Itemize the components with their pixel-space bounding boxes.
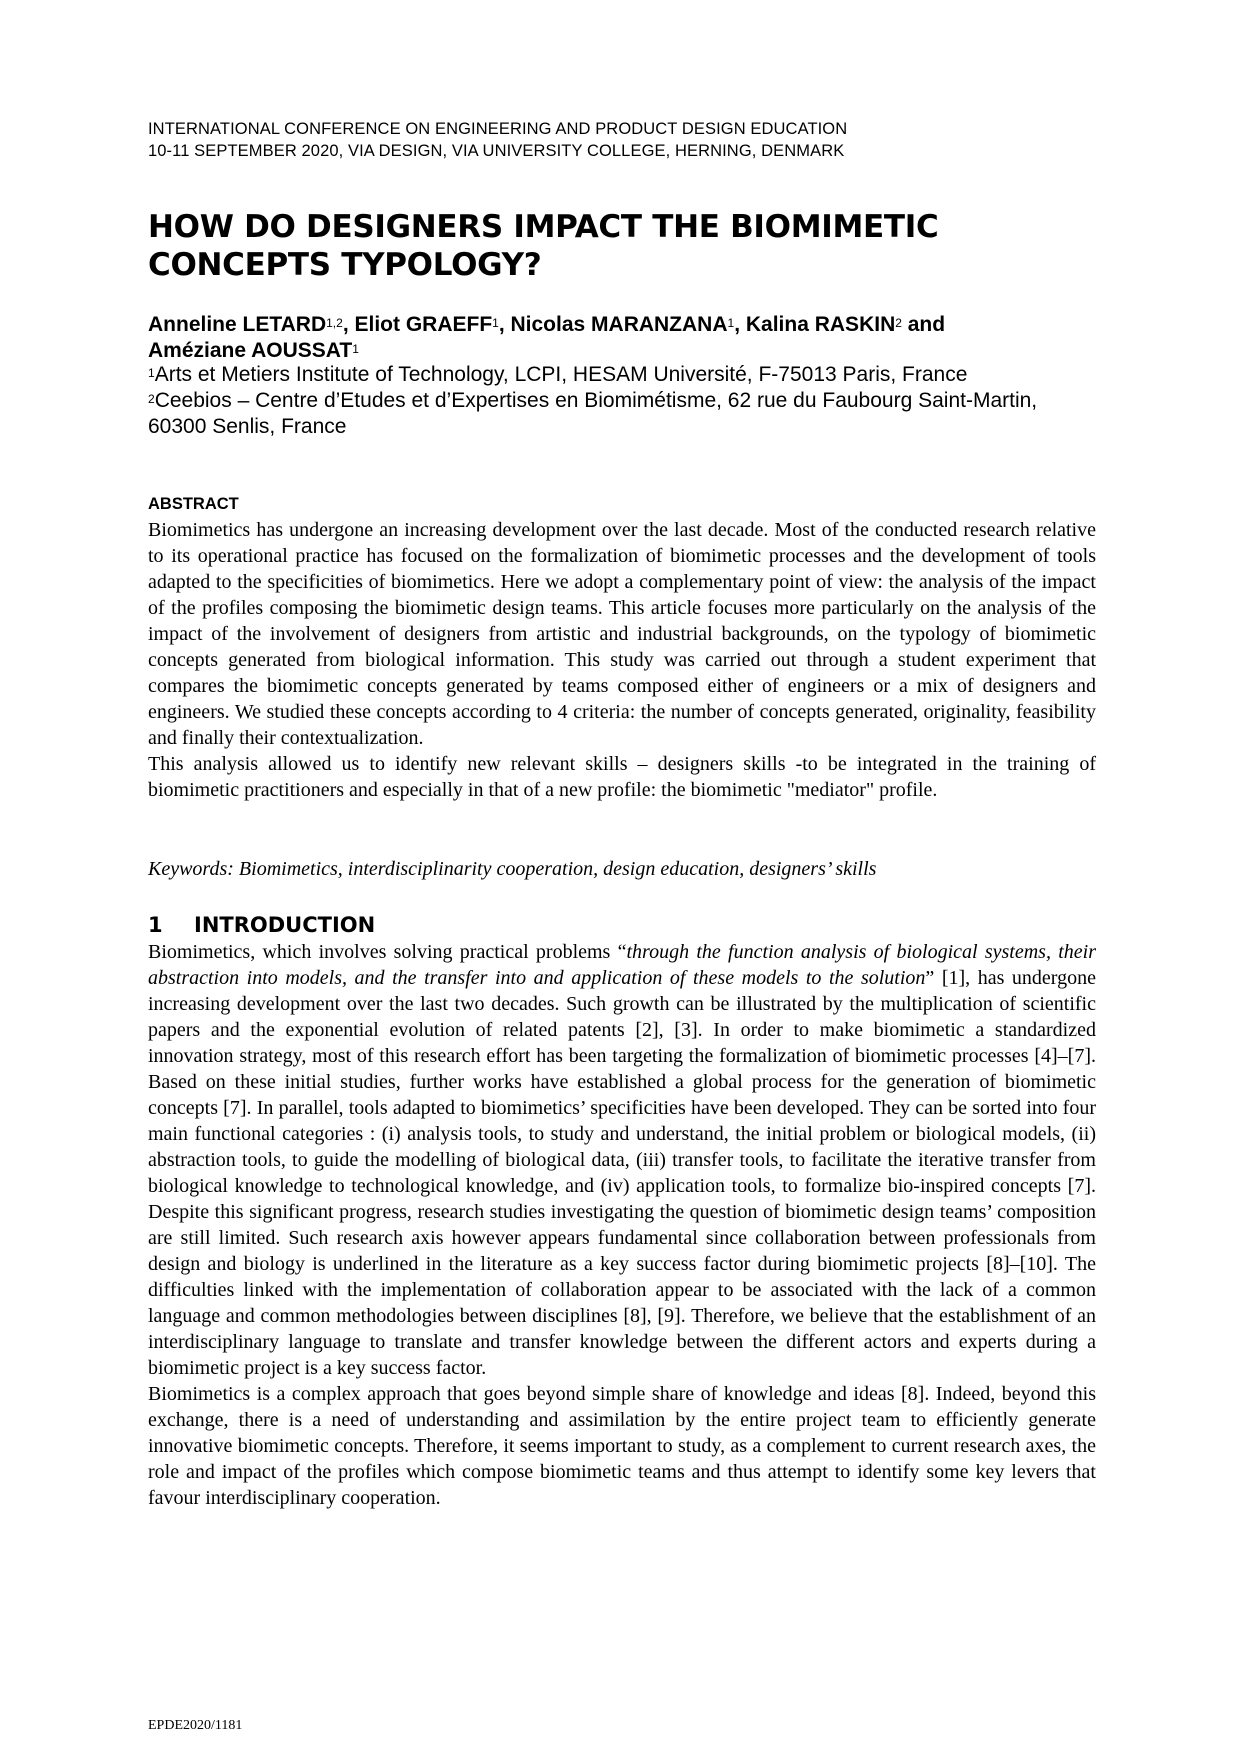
section-title: INTRODUCTION bbox=[194, 913, 376, 937]
quoted-definition: through the function analysis of biological systems, their abstraction into models, and the transfer into and application of these models to the solution bbox=[148, 941, 1096, 989]
affiliation-list bbox=[148, 362, 1096, 440]
abstract-paragraph: Biomimetics has undergone an increasing development over the last decade. Most of the conducted research relative to its operational practice has focused on the formalization of biomimetic processes and the development of tools adapted to the specificities of biomimetics. Here we adopt a complementary point of view: the analysis of the impact of the profiles composing the biomimetic design teams. This article focuses more particularly on the analysis of the impact of the involvement of designers from artistic and industrial backgrounds, on the typology of biomimetic concepts generated from biological information. This study was carried out through a student experiment that compares the biomimetic concepts generated by teams composed either of engineers or a mix of designers and engineers. We studied these concepts according to 4 criteria: the number of concepts generated, originality, feasibility and finally their contextualization. bbox=[148, 519, 1096, 749]
page-footer-code: EPDE2020/1181 bbox=[148, 1718, 243, 1733]
affiliation-2 bbox=[148, 388, 1096, 440]
author-affil-mark: 2 bbox=[895, 316, 902, 330]
author-name: Anneline LETARD bbox=[148, 313, 327, 336]
conference-date-venue: 10-11 SEPTEMBER 2020, VIA DESIGN, VIA UNIVERSITY COLLEGE, HERNING, DENMARK bbox=[148, 142, 845, 160]
title-line-1: HOW DO DESIGNERS IMPACT THE BIOMIMETIC bbox=[148, 209, 939, 245]
body-paragraph: Biomimetics is a complex approach that goes beyond simple share of knowledge and ideas [8]. Indeed, beyond this exchange, there is a need of understanding and assimilation by the entire project team to efficiently generate innovative biomimetic concepts. Therefore, it seems important to study, as a complement to current research axes, the role and impact of the profiles which compose biomimetic teams and thus attempt to identify some key levers that favour interdisciplinary cooperation. bbox=[148, 1383, 1096, 1509]
section-number: 1 bbox=[148, 913, 163, 937]
paper-title bbox=[148, 208, 1096, 284]
affiliation-mark: 2 bbox=[148, 392, 155, 406]
author-conjunction: and bbox=[901, 313, 946, 336]
affiliation-text: Arts et Metiers Institute of Technology, LCPI, HESAM Université, F-75013 Paris, France bbox=[154, 363, 968, 386]
section-heading bbox=[148, 912, 375, 938]
affiliation-mark: 1 bbox=[148, 366, 155, 380]
abstract-body bbox=[148, 517, 1096, 803]
title-line-2: CONCEPTS TYPOLOGY? bbox=[148, 247, 542, 283]
paragraph-text: ” [1], has undergone increasing development over the last two decades. Such growth can be illustrated by the multiplication of scientific papers and the exponential evolution of related patents [2], [3]. In order to make biomimetic a standardized innovation strategy, most of this research effort has been targeting the formalization of biomimetic processes [4]–[7]. Based on these initial studies, further works have established a global process for the generation of biomimetic concepts [7]. In parallel, tools adapted to biomimetics’ specificities have been developed. They can be sorted into four main functional categories : (i) analysis tools, to study and understand, the initial problem or biological models, (ii) abstraction tools, to guide the modelling of biological data, (iii) transfer tools, to facilitate the iterative transfer from biological knowledge to technological knowledge, and (iv) application tools, to formalize bio-inspired concepts [7]. Despite this significant progress, research studies investigating the question of biomimetic design teams’ composition are still limited. Such research axis however appears fundamental since collaboration between professionals from design and biology is underlined in the literature as a key success factor during biomimetic projects [8]–[10]. The difficulties linked with the implementation of collaboration appear to be associated with the lack of a common language and common methodologies between disciplines [8], [9]. Therefore, we believe that the establishment of an interdisciplinary language to translate and transfer knowledge between the different actors and experts during a biomimetic project is a key success factor. bbox=[148, 967, 1096, 1379]
author-affil-mark: 1,2 bbox=[326, 316, 343, 330]
author-name: , Kalina RASKIN bbox=[734, 313, 896, 336]
author-list bbox=[148, 312, 1096, 364]
author-affil-mark: 1 bbox=[727, 316, 735, 330]
conference-header bbox=[148, 118, 847, 162]
affiliation-text: Ceebios – Centre d’Etudes et d’Expertises en Biomimétisme, 62 rue du Faubourg Saint-Martin, 60300 Senlis, France bbox=[148, 389, 1038, 438]
author-name: Améziane AOUSSAT bbox=[148, 339, 353, 362]
affiliation-1 bbox=[148, 362, 1096, 388]
author-name: , Eliot GRAEFF bbox=[342, 313, 493, 336]
abstract-paragraph: This analysis allowed us to identify new relevant skills – designers skills -to be integrated in the training of biomimetic practitioners and especially in that of a new profile: the biomimetic "mediator" profile. bbox=[148, 753, 1096, 801]
abstract-heading: ABSTRACT bbox=[148, 495, 239, 513]
introduction-body bbox=[148, 939, 1096, 1511]
author-affil-mark: 1 bbox=[352, 342, 359, 356]
author-affil-mark: 1 bbox=[492, 316, 499, 330]
paragraph-text: Biomimetics, which involves solving practical problems “ bbox=[148, 941, 627, 963]
body-paragraph bbox=[148, 939, 1096, 1381]
conference-name: INTERNATIONAL CONFERENCE ON ENGINEERING AND PRODUCT DESIGN EDUCATION bbox=[148, 120, 848, 138]
author-name: , Nicolas MARANZANA bbox=[498, 313, 728, 336]
keywords: Keywords: Biomimetics, interdisciplinarity cooperation, design education, designers’ skills bbox=[148, 858, 877, 880]
